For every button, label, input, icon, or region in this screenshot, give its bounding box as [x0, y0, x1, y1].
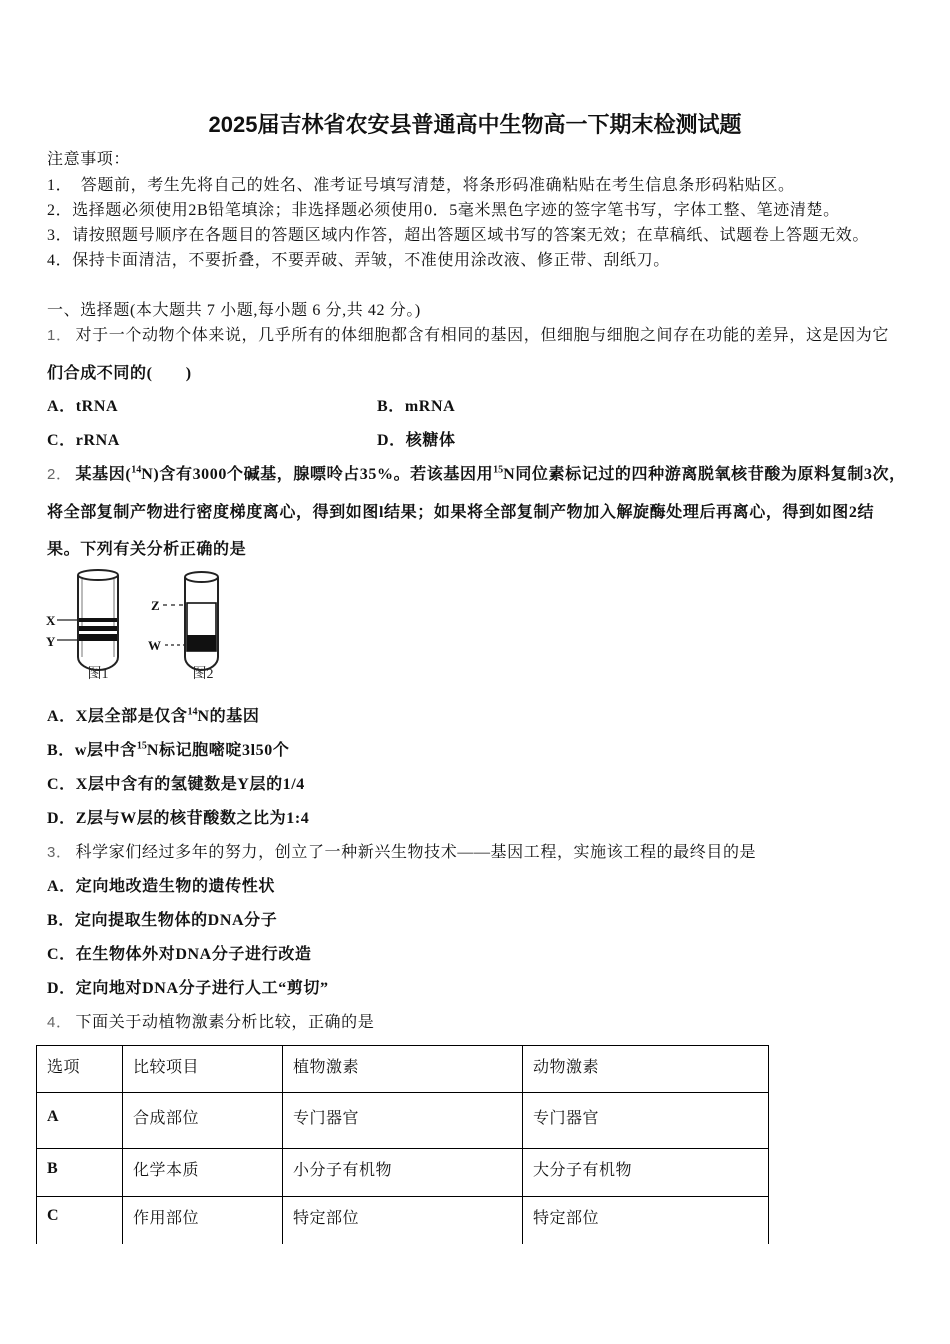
- table-cell: 特定部位: [523, 1197, 769, 1244]
- question-3-option-c: C．在生物体外对DNA分子进行改造: [47, 946, 312, 963]
- question-1-option-a: A．tRNA: [47, 398, 119, 415]
- question-3-line-1: [47, 843, 756, 863]
- question-2-line-1: [47, 465, 906, 485]
- centrifuge-tubes-figure: [40, 565, 230, 685]
- notice-item-3: 3．请按照题号顺序在各题目的答题区域内作答，超出答题区域书写的答案无效；在草稿纸、试题卷上答题无效。: [47, 227, 870, 244]
- question-number: 3．: [47, 844, 72, 861]
- question-3-option-b: B．定向提取生物体的DNA分子: [47, 912, 278, 929]
- question-text: 科学家们经过多年的努力，创立了一种新兴生物技术——基因工程，实施该工程的最终目的是: [75, 844, 757, 861]
- table-header-cell: 植物激素: [283, 1046, 523, 1093]
- option-text: A．X层全部是仅含: [47, 708, 188, 725]
- table-row: [37, 1093, 769, 1149]
- superscript-14: 14: [187, 706, 198, 718]
- question-3-option-d: D．定向地对DNA分子进行人工“剪切”: [47, 980, 329, 997]
- option-text: B．w层中含: [47, 742, 137, 759]
- tube-1-outline: [78, 575, 118, 670]
- question-number: 2．: [47, 466, 72, 483]
- question-text: N同位素标记过的四种游离脱氧核苷酸为原料复制3次，: [503, 466, 906, 483]
- question-text: 下面关于动植物激素分析比较，正确的是: [75, 1014, 375, 1031]
- table-header-cell: 选项: [37, 1046, 123, 1093]
- figure-caption-2: 图2: [192, 667, 214, 682]
- tube-1: [46, 570, 118, 670]
- label-x: X: [46, 613, 56, 628]
- question-text: N)含有3000个碱基，腺嘌呤占35%。若该基因用: [141, 466, 494, 483]
- tube-2-outline: [185, 577, 218, 670]
- table-cell: 作用部位: [123, 1197, 283, 1244]
- table-cell: 专门器官: [523, 1093, 769, 1149]
- question-text: 对于一个动物个体来说，几乎所有的体细胞都含有相同的基因，但细胞与细胞之间存在功能的差异，这是因为它: [75, 327, 889, 344]
- question-2-option-d: D．Z层与W层的核苷酸数之比为1:4: [47, 810, 310, 827]
- superscript-15: 15: [493, 464, 504, 476]
- question-1-option-d: D．核糖体: [377, 432, 456, 449]
- table-header-cell: 比较项目: [123, 1046, 283, 1093]
- notice-item-4: 4．保持卡面清洁，不要折叠，不要弄破、弄皱，不准使用涂改液、修正带、刮纸刀。: [47, 252, 670, 269]
- question-number: 1．: [47, 327, 72, 344]
- question-1-line-1: [47, 326, 889, 346]
- table-row: [37, 1197, 769, 1244]
- notice-item-2: 2．选择题必须使用2B铅笔填涂；非选择题必须使用0．5毫米黑色字迹的签字笔书写，字体工整、笔迹清楚。: [47, 202, 840, 219]
- table-cell: 大分子有机物: [523, 1149, 769, 1197]
- question-2-option-b: [47, 741, 289, 761]
- band-y-gap: [79, 631, 117, 634]
- hormone-comparison-table: [36, 1045, 769, 1244]
- notice-heading: 注意事项：: [47, 151, 131, 168]
- table-cell-option: A: [37, 1093, 123, 1149]
- label-w: W: [148, 638, 161, 653]
- question-2-option-c: C．X层中含有的氢键数是Y层的1/4: [47, 776, 305, 793]
- question-text: 某基因(: [75, 466, 132, 483]
- tube-1-rim: [78, 570, 118, 580]
- question-1-option-b: B．mRNA: [377, 398, 456, 415]
- question-3-option-a: A．定向地改造生物的遗传性状: [47, 878, 275, 895]
- question-2-line-3: 果。下列有关分析正确的是: [47, 541, 247, 558]
- figure-caption-1: 图1: [87, 667, 109, 682]
- table-cell-option: B: [37, 1149, 123, 1197]
- section-heading: 一、选择题(本大题共 7 小题,每小题 6 分,共 42 分。): [47, 302, 421, 319]
- option-text: N的基因: [197, 708, 260, 725]
- page-title: 2025届吉林省农安县普通高中生物高一下期末检测试题: [208, 112, 742, 137]
- tube-2: [148, 572, 218, 670]
- table-row: [37, 1149, 769, 1197]
- question-1-option-c: C．rRNA: [47, 432, 120, 449]
- band-w: [187, 635, 216, 651]
- question-1-line-2: 们合成不同的( ): [47, 365, 192, 382]
- table-cell: 小分子有机物: [283, 1149, 523, 1197]
- question-2-option-a: [47, 707, 259, 727]
- table-header-cell: 动物激素: [523, 1046, 769, 1093]
- label-y: Y: [46, 634, 56, 649]
- option-text: N标记胞嘧啶3l50个: [146, 742, 290, 759]
- question-4-line-1: [47, 1013, 374, 1033]
- table-cell-option: C: [37, 1197, 123, 1244]
- superscript-14: 14: [131, 464, 142, 476]
- band-x: [79, 618, 117, 622]
- table-header-row: [37, 1046, 769, 1093]
- question-2-line-2: 将全部复制产物进行密度梯度离心，得到如图l结果；如果将全部复制产物加入解旋酶处理后再离心，得到如图2结: [47, 504, 875, 521]
- notice-item-1: 1． 答题前，考生先将自己的姓名、准考证号填写清楚，将条形码准确粘贴在考生信息条形码粘贴区。: [47, 177, 795, 194]
- table-cell: 特定部位: [283, 1197, 523, 1244]
- table-cell: 化学本质: [123, 1149, 283, 1197]
- tube-2-rim: [185, 572, 218, 582]
- table-cell: 专门器官: [283, 1093, 523, 1149]
- label-z: Z: [151, 598, 160, 613]
- superscript-15: 15: [136, 740, 147, 752]
- question-number: 4．: [47, 1014, 72, 1031]
- table-cell: 合成部位: [123, 1093, 283, 1149]
